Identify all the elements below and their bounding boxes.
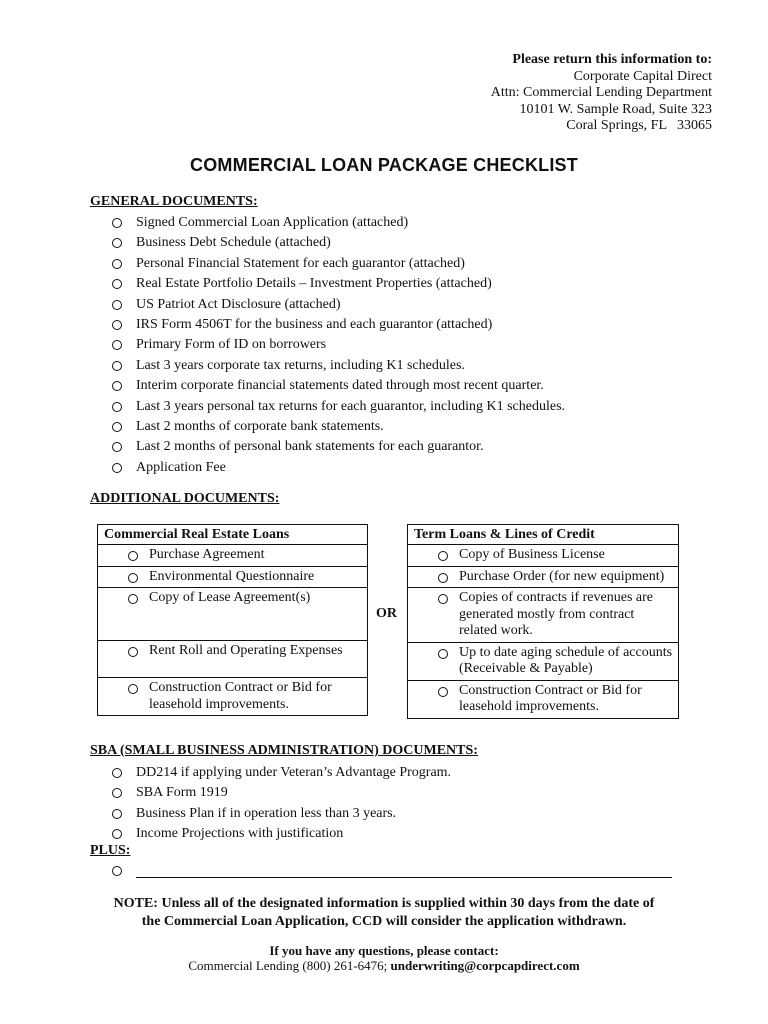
list-item-label: Signed Commercial Loan Application (attached) [136,215,409,230]
general-documents-heading-text: GENERAL DOCUMENTS [90,194,253,209]
table-cell-label: Purchase Agreement [149,547,265,562]
contact-line [0,958,768,973]
list-item-label: IRS Form 4506T for the business and each guarantor (attached) [136,316,493,332]
sba-documents-list [112,763,451,845]
list-item[interactable] [112,315,565,335]
list-item[interactable] [112,458,565,478]
general-documents-list [112,213,565,478]
checkbox-circle-icon[interactable] [112,279,122,289]
blank-entry-field[interactable] [136,877,672,878]
list-item[interactable] [112,274,565,294]
table-header: Term Loans & Lines of Credit [408,525,679,545]
list-item[interactable] [112,824,451,844]
table-cell-label: Construction Contract or Bid for leasehold improvements. [459,682,642,714]
contact-email-link[interactable]: underwriting@corpcapdirect.com [390,958,580,973]
list-item[interactable] [112,254,565,274]
list-item-label: Last 3 years personal tax returns for each guarantor, including K1 schedules. [136,398,566,414]
return-attention: Attn: Commercial Lending Department [490,85,712,100]
general-documents-heading: GENERAL DOCUMENTS: [90,194,258,209]
list-item[interactable] [112,437,565,457]
checkbox-circle-icon[interactable] [112,259,122,269]
sba-documents-heading: SBA (SMALL BUSINESS ADMINISTRATION) DOCUMENTS: [90,743,478,758]
checkbox-circle-icon[interactable] [128,684,138,694]
or-label: OR [376,606,397,621]
additional-documents-heading-text: ADDITIONAL DOCUMENTS [90,491,275,506]
checkbox-circle-icon[interactable] [438,687,448,697]
term-loans-table [407,524,679,719]
checkbox-circle-icon[interactable] [112,340,122,350]
table-row[interactable] [98,678,368,716]
list-item-label: US Patriot Act Disclosure (attached) [136,296,341,312]
checkbox-circle-icon[interactable] [128,647,138,657]
table-row[interactable] [408,642,679,680]
checkbox-circle-icon[interactable] [128,594,138,604]
checkbox-circle-icon[interactable] [112,300,122,310]
checkbox-circle-icon[interactable] [438,551,448,561]
checkbox-circle-icon[interactable] [112,788,122,798]
additional-documents-heading: ADDITIONAL DOCUMENTS: [90,491,280,506]
list-item-label: Last 2 months of personal bank statements for each guarantor. [136,439,484,455]
checkbox-circle-icon[interactable] [128,573,138,583]
checkbox-circle-icon[interactable] [112,402,122,412]
table-row[interactable] [98,545,368,567]
list-item-label: DD214 if applying under Veteran’s Advantage Program. [136,765,452,780]
table-row[interactable] [98,566,368,588]
checkbox-circle-icon[interactable] [112,218,122,228]
table-cell-label: Construction Contract or Bid for leasehold improvements. [149,680,332,712]
list-item-label: Business Plan if in operation less than 3 years. [136,805,397,821]
table-cell-label: Copy of Lease Agreement(s) [149,590,311,605]
sba-documents-heading-text: SBA (SMALL BUSINESS ADMINISTRATION) DOCUMENTS [90,743,474,758]
list-item[interactable] [112,213,565,233]
checkbox-circle-icon[interactable] [438,573,448,583]
table-cell-label: Up to date aging schedule of accounts (Receivable & Payable) [459,644,673,676]
table-cell-label: Copies of contracts if revenues are generated mostly from contract related work. [459,590,653,638]
contact-phone: Commercial Lending (800) 261-6476; [188,958,388,973]
list-item-label: Application Fee [136,459,226,475]
checkbox-circle-icon[interactable] [438,594,448,604]
checkbox-circle-icon[interactable] [112,442,122,452]
plus-heading: PLUS: [90,843,131,858]
table-cell-label: Copy of Business License [459,547,605,562]
table-row[interactable] [98,641,368,678]
note-line-1: NOTE: Unless all of the designated information is supplied within 30 days from the date of [113,896,655,911]
checkbox-circle-icon[interactable] [438,649,448,659]
checkbox-circle-icon[interactable] [112,320,122,330]
checkbox-circle-icon[interactable] [112,829,122,839]
list-item-label: Personal Financial Statement for each guarantor (attached) [136,255,465,271]
list-item[interactable] [112,783,451,803]
plus-entry-line[interactable] [112,863,672,883]
checkbox-circle-icon[interactable] [112,361,122,371]
table-row[interactable] [408,588,679,643]
table-cell-label: Rent Roll and Operating Expenses [149,643,343,658]
list-item[interactable] [112,804,451,824]
table-row[interactable] [408,680,679,718]
page-title: COMMERCIAL LOAN PACKAGE CHECKLIST [190,155,578,175]
checkbox-circle-icon[interactable] [112,866,122,876]
checkbox-circle-icon[interactable] [112,238,122,248]
checkbox-circle-icon[interactable] [128,551,138,561]
list-item-label: Income Projections with justification [136,826,344,842]
table-row[interactable] [98,588,368,641]
checkbox-circle-icon[interactable] [112,381,122,391]
return-city: Coral Springs, FL 33065 [566,118,712,133]
table-cell-label: Purchase Order (for new equipment) [459,568,665,584]
table-row[interactable] [408,545,679,567]
note-line-2: the Commercial Loan Application, CCD will consider the application withdrawn. [141,914,627,929]
list-item[interactable] [112,295,565,315]
table-cell-label: Environmental Questionnaire [149,568,315,584]
list-item-label: Last 2 months of corporate bank statements. [136,418,384,434]
list-item[interactable] [112,417,565,437]
checkbox-circle-icon[interactable] [112,463,122,473]
list-item[interactable] [112,356,565,376]
return-heading: Please return this information to: [512,52,712,67]
list-item[interactable] [112,397,565,417]
withdrawal-note [0,895,768,931]
return-address-block [491,52,712,135]
commercial-real-estate-table [97,524,368,716]
table-header: Commercial Real Estate Loans [98,525,368,545]
contact-block [0,943,768,973]
return-company: Corporate Capital Direct [573,68,712,84]
list-item-label: Primary Form of ID on borrowers [136,337,327,353]
checkbox-circle-icon[interactable] [112,768,122,778]
list-item-label: Business Debt Schedule (attached) [136,235,331,251]
list-item[interactable] [112,233,565,253]
list-item-label: Interim corporate financial statements dated through most recent quarter. [136,378,544,394]
return-street: 10101 W. Sample Road, Suite 323 [519,101,712,117]
checkbox-circle-icon[interactable] [112,809,122,819]
contact-question: If you have any questions, please contact: [269,943,499,958]
list-item-label: SBA Form 1919 [136,785,228,801]
list-item-label: Last 3 years corporate tax returns, including K1 schedules. [136,357,465,373]
table-row[interactable] [408,566,679,588]
list-item[interactable] [112,763,451,783]
checkbox-circle-icon[interactable] [112,422,122,432]
plus-heading-text: PLUS [90,843,126,858]
list-item[interactable] [112,376,565,396]
list-item-label: Real Estate Portfolio Details – Investment Properties (attached) [136,276,492,292]
list-item[interactable] [112,335,565,355]
